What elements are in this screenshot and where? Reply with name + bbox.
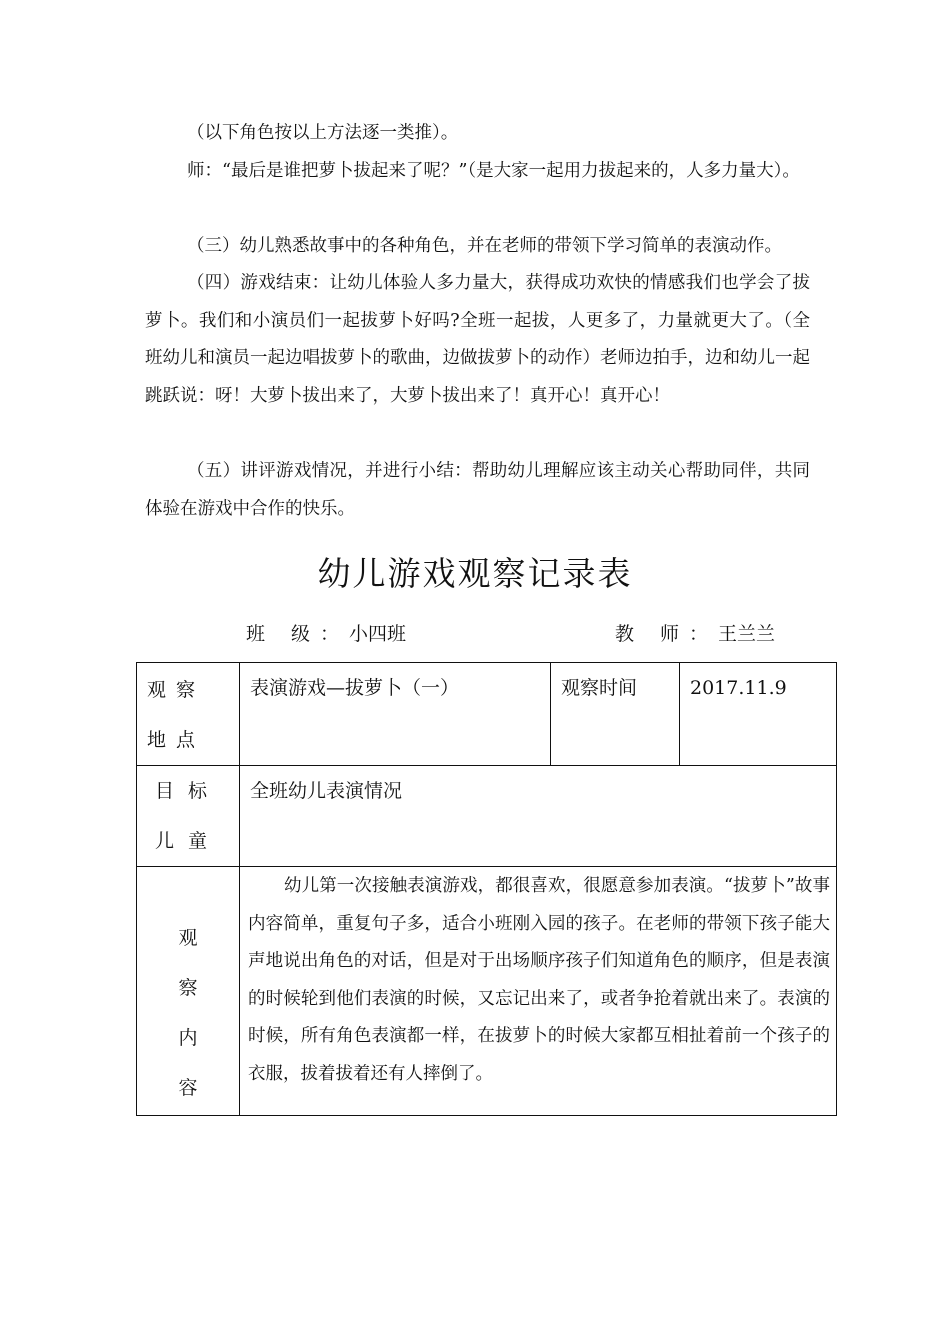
target-label-line2: 儿童 — [154, 830, 221, 852]
observation-table — [136, 662, 837, 1116]
table-row-target — [137, 766, 837, 867]
time-value: 2017.11.9 — [680, 663, 837, 766]
form-title: 幼儿游戏观察记录表 — [317, 554, 633, 593]
location-label: 观察地点 — [137, 663, 240, 766]
paragraph-step-five: （五）讲评游戏情况，并进行小结：帮助幼儿理解应该主动关心帮助同伴，共同体验在游戏中合作的快乐。 — [145, 461, 810, 519]
time-label: 观察时间 — [551, 663, 680, 766]
paragraph-step-four: （四）游戏结束：让幼儿体验人多力量大，获得成功欢快的情感我们也学会了拔萝卜。我们和小演员们一起拔萝卜好吗?全班一起拔，人更多了，力量就更大了。（全班幼儿和演员一起边唱拔萝卜的歌曲，边做拔萝卜的动作）老师边拍手，边和幼儿一起跳跃说：呀！大萝卜拔出来了，大萝卜拔出来了！真开心！真开心！ — [145, 273, 810, 406]
content-value: 幼儿第一次接触表演游戏，都很喜欢，很愿意参加表演。“拔萝卜”故事内容简单，重复句子多，适合小班刚入园的孩子。在老师的带领下孩子能大声地说出角色的对话，但是对于出场顺序孩子们知道角色的顺序，但是表演的时候轮到他们表演的时候，又忘记出来了，或者争抢着就出来了。表演的时候，所有角色表演都一样，在拔萝卜的时候大家都互相扯着前一个孩子的衣服，拔着拔着还有人摔倒了。 — [240, 867, 837, 1116]
content-label-char: 内 — [178, 1027, 198, 1049]
target-label-line1: 目标 — [154, 780, 221, 802]
location-value: 表演游戏—拔萝卜（一） — [240, 663, 551, 766]
teacher-label: 教 师： — [615, 623, 719, 645]
paragraph-role-note: （以下角色按以上方法逐一类推）。 — [187, 123, 459, 143]
target-label — [137, 766, 240, 867]
teacher-info — [615, 620, 775, 648]
class-value: 小四班 — [349, 623, 407, 645]
target-value: 全班幼儿表演情况 — [240, 766, 837, 867]
table-row-location — [137, 663, 837, 766]
class-info — [246, 620, 406, 648]
content-label-char: 容 — [178, 1077, 198, 1099]
content-label-char: 观 — [178, 927, 198, 949]
paragraph-teacher-question: 师：“最后是谁把萝卜拔起来了呢？”（是大家一起用力拔起来的，人多力量大）。 — [187, 161, 800, 181]
teacher-value: 王兰兰 — [718, 623, 776, 645]
content-label — [137, 867, 240, 1116]
content-label-char: 察 — [178, 977, 198, 999]
table-row-content — [137, 867, 837, 1116]
class-label: 班 级： — [246, 623, 350, 645]
paragraph-step-three: （三）幼儿熟悉故事中的各种角色，并在老师的带领下学习简单的表演动作。 — [187, 236, 782, 256]
